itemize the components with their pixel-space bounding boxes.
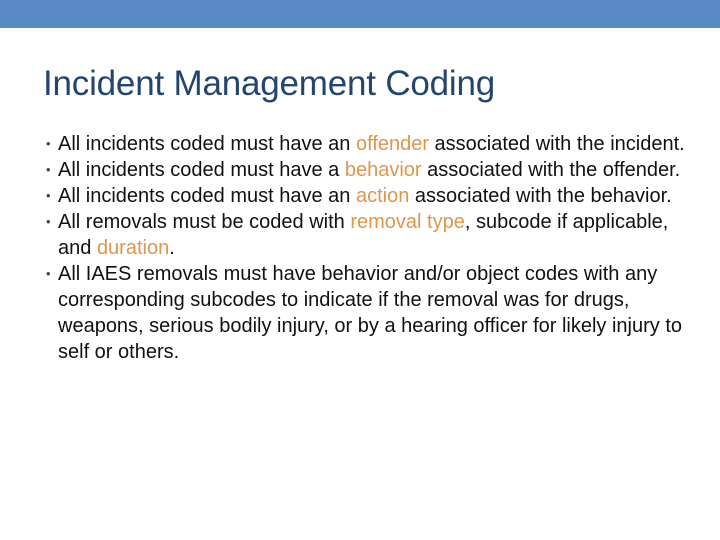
bullet-text: associated with the incident. [428, 133, 685, 155]
bullet-dot-icon: • [46, 136, 51, 151]
bullet-text: All removals must be coded with [58, 211, 351, 233]
bullet-dot-icon: • [46, 188, 51, 203]
bullet-dot-icon: • [46, 162, 51, 177]
bullet-dot-icon: • [46, 266, 51, 281]
highlight-term: removal type [350, 211, 465, 233]
slide-title: Incident Management Coding [43, 64, 496, 103]
bullet-text: All incidents coded must have an [58, 185, 356, 207]
highlight-term: offender [355, 133, 429, 155]
bullet-text: associated with the offender. [421, 159, 681, 181]
bullet-item-removals [46, 209, 696, 261]
bullet-text: All incidents coded must have a [58, 159, 345, 181]
bullet-item-action [46, 183, 696, 209]
bullet-text: . [169, 237, 175, 259]
bullet-list [46, 131, 696, 365]
bullet-text: , subcode if applicable, and [58, 211, 669, 259]
highlight-term: behavior [344, 159, 422, 181]
highlight-term: action [355, 185, 410, 207]
highlight-term: duration [96, 237, 170, 259]
bullet-text: associated with the behavior. [409, 185, 672, 207]
top-accent-bar [0, 0, 720, 28]
bullet-dot-icon: • [46, 214, 51, 229]
bullet-item-iaes [46, 261, 696, 365]
bullet-item-behavior [46, 157, 696, 183]
bullet-item-offender [46, 131, 696, 157]
bullet-text: All IAES removals must have behavior and/or object codes with any corresponding subcodes to indicate if the removal was for drugs, weapons, serious bodily injury, or by a hearing officer for likely injury to self or others. [58, 263, 683, 363]
bullet-text: All incidents coded must have an [58, 133, 356, 155]
